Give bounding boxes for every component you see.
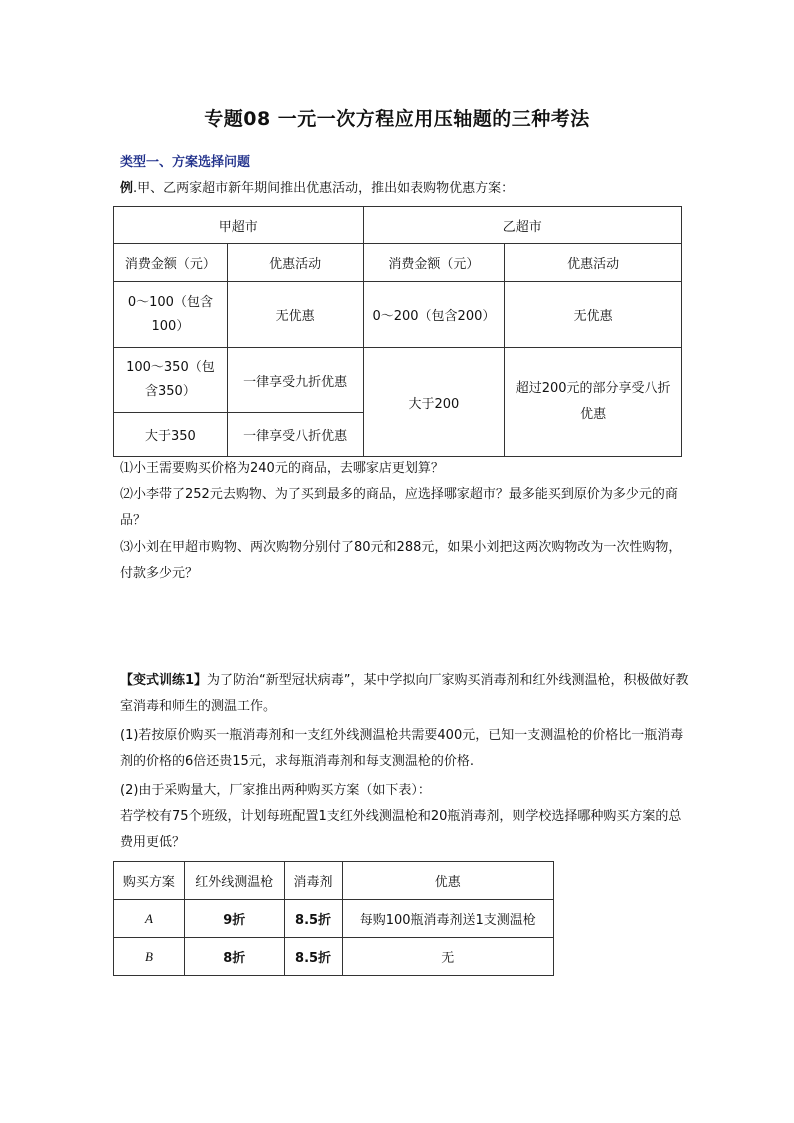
example-intro [120,176,690,201]
variant-question-2: (2)由于采购量大，厂家推出两种购买方案（如下表）： [120,783,431,798]
variant-text: 为了防治“新型冠状病毒”，某中学拟向厂家购买消毒剂和红外线测温枪，积极做好教室消毒和师生的测温工作。 [120,673,689,714]
table-cell: 大于350 [114,413,228,457]
plan-label-cell: B [114,938,185,976]
table-cell: 无 [342,938,553,976]
table-header-cell: 消毒剂 [284,862,342,900]
table-cell: 9折 [184,900,284,938]
variant-label: 【变式训练1】 [120,673,208,688]
discount-table [113,206,682,457]
table-cell: 8折 [184,938,284,976]
question-2: ⑵小李带了252元去购物、为了买到最多的商品，应选择哪家超市？最多能买到原价为多少元的商品？ [120,487,678,528]
table-cell: 无优惠 [227,282,363,348]
variant-question-1: (1)若按原价购买一瓶消毒剂和一支红外线测温枪共需要400元，已知一支测温枪的价格比一瓶消毒剂的价格的6倍还贵15元，求每瓶消毒剂和每支测温枪的价格. [120,728,684,769]
table-cell: 8.5折 [284,900,342,938]
table-cell: 每购100瓶消毒剂送1支测温枪 [342,900,553,938]
table-header-cell: 红外线测温枪 [184,862,284,900]
table-cell: 0～100（包含100） [114,282,228,348]
col-amount-b: 消费金额（元） [363,244,505,282]
table-cell: 无优惠 [505,282,682,348]
table-cell: 一律享受九折优惠 [227,348,363,413]
variant-intro [120,668,690,720]
table-cell: 100～350（包含350） [114,348,228,413]
plan-label-cell: A [114,900,185,938]
col-amount-a: 消费金额（元） [114,244,228,282]
table-header-cell: 优惠 [342,862,553,900]
store-b-header: 乙超市 [363,207,681,244]
section-heading: 类型一、方案选择问题 [120,155,251,170]
store-a-header: 甲超市 [114,207,364,244]
variant-question-2b: 若学校有75个班级，计划每班配置1支红外线测温枪和20瓶消毒剂，则学校选择哪种购买方案的总费用更低？ [120,809,682,850]
table-cell: 0～200（包含200） [363,282,505,348]
example-label: 例 [120,181,134,196]
table-cell: 超过200元的部分享受八折优惠 [505,348,682,457]
table-header-cell: 购买方案 [114,862,185,900]
col-discount-b: 优惠活动 [505,244,682,282]
question-3: ⑶小刘在甲超市购物、两次购物分别付了80元和288元，如果小刘把这两次购物改为一次性购物，付款多少元？ [120,540,682,581]
table-cell: 8.5折 [284,938,342,976]
col-discount-a: 优惠活动 [227,244,363,282]
purchase-plan-table [113,861,554,976]
question-1: ⑴小王需要购买价格为240元的商品，去哪家店更划算？ [120,461,444,476]
table-cell: 一律享受八折优惠 [227,413,363,457]
page-title: 专题08 一元一次方程应用压轴题的三种考法 [204,108,590,130]
example-text: .甲、乙两家超市新年期间推出优惠活动，推出如表购物优惠方案： [133,181,515,196]
table-cell: 大于200 [363,348,505,457]
